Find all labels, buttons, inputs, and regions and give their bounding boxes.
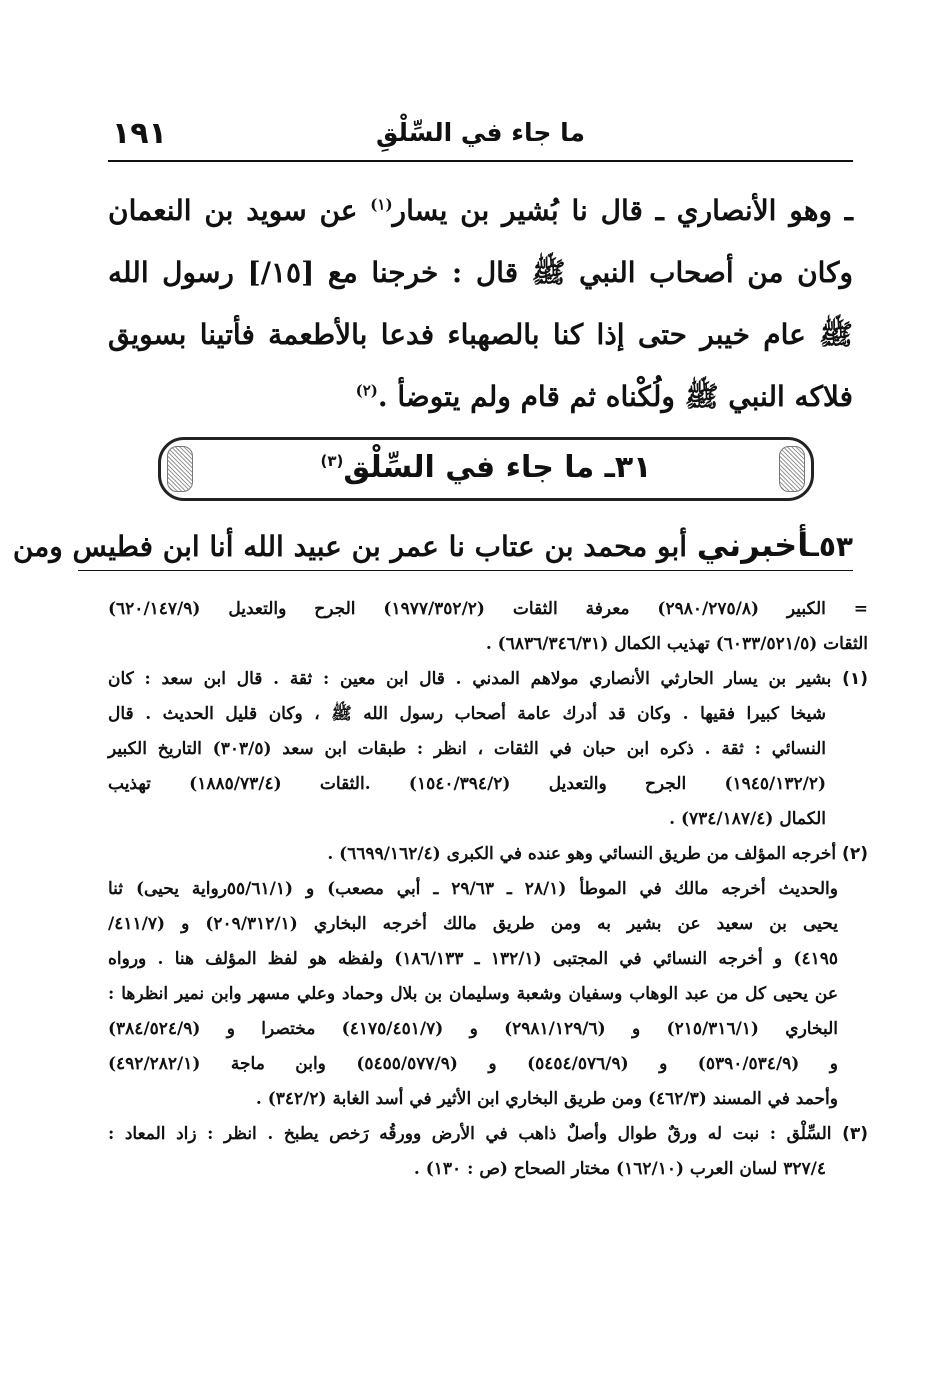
footnote-line: (٢) أخرجه المؤلف من طريق النسائي وهو عنده في الكبرى (٦٦٩٩/١٦٢/٤) . bbox=[327, 844, 868, 864]
text-line: وكان من أصحاب النبي ﷺ قال : خرجنا مع [١٥/] رسول الله bbox=[108, 256, 854, 289]
footnote-line: (٣) السِّلْق : نبت له ورقٌ طوال وأصلٌ ذاهب في الأرض وورقُه رَخص يطبخ . انظر : زاد المعاد : bbox=[108, 1124, 869, 1144]
text-line: ﷺ عام خيبر حتى إذا كنا بالصهباء فدعا بالأطعمة فأتينا بسويق bbox=[108, 318, 853, 351]
hadith-keyword: أخبرني bbox=[696, 526, 810, 564]
footnote-line: (١) بشير بن يسار الحارثي الأنصاري مولاهم المدني . قال ابن معين : ثقة . قال ابن سعد : كان bbox=[108, 669, 869, 689]
chapter-banner bbox=[158, 437, 814, 501]
footnote-line: النسائي : ثقة . ذكره ابن حبان في الثقات ، انظر : طبقات ابن سعد (٣٠٣/٥) التاريخ الكبير bbox=[108, 739, 826, 759]
footnote-line: الثقات (٦٠٣٣/٥٢١/٥) تهذيب الكمال (٦٨٣٦/٣٤٦/٣١) . bbox=[485, 634, 868, 654]
footnote-line: ٣٢٧/٤ لسان العرب (١٦٢/١٠) مختار الصحاح (ص : ١٣٠) . bbox=[413, 1159, 826, 1179]
footnote-ref: (٣) bbox=[320, 452, 344, 470]
footnote-line: و (٥٣٩٠/٥٣٤/٩) و (٥٤٥٤/٥٧٦/٩) و (٥٤٥٥/٥٧٧/٩) وابن ماجة (٤٩٢/٢٨٢/١) bbox=[108, 1054, 839, 1074]
banner-ornament bbox=[779, 446, 805, 492]
footnote-line: الكمال (٧٣٤/١٨٧/٤) . bbox=[669, 809, 826, 829]
running-title: ما جاء في السِّلْقِ bbox=[376, 118, 585, 147]
footnote-line: يحيى بن سعيد عن بشير به ومن طريق مالك أخرجه البخاري (٢٠٩/٣١٢/١) و (٤١١/٧/ bbox=[108, 914, 839, 934]
footnote-line: = الكبير (٢٩٨٠/٢٧٥/٨) معرفة الثقات (١٩٧٧/٣٥٢/٢) الجرح والتعديل (٦٢٠/١٤٧/٩) bbox=[108, 599, 869, 619]
hadith-text: أبو محمد بن عتاب نا عمر بن عبيد الله أنا ابن فطيس ومن bbox=[12, 530, 697, 563]
footnote-label: (١) bbox=[842, 669, 869, 689]
chapter-title: ٣١ـ ما جاء في السِّلْق$^{(٣)}$ bbox=[320, 450, 652, 485]
footnote-line: البخاري (٢١٥/٣١٦/١) و (٢٩٨١/١٢٩/٦) و (٤١٧٥/٤٥١/٧) مختصرا و (٣٨٤/٥٢٤/٩) bbox=[108, 1019, 838, 1039]
page-header bbox=[108, 112, 853, 158]
footnote-ref: (٢) bbox=[355, 381, 378, 400]
header-rule bbox=[108, 160, 853, 162]
footnote-line: شيخا كبيرا فقيها . وكان قد أدرك عامة أصحاب رسول الله ﷺ ، وكان قليل الحديث . قال bbox=[108, 704, 826, 724]
footnote-ref: (١) bbox=[370, 195, 393, 214]
main-text bbox=[108, 180, 853, 428]
footnote-label: (٣) bbox=[842, 1124, 869, 1144]
banner-ornament bbox=[167, 446, 193, 492]
hadith-line bbox=[12, 520, 853, 570]
footnote-line: عن يحيى كل من عبد الوهاب وسفيان وشعبة وسليمان بن بلال وحماد وعلي مسهر وابن نمير انظرها : bbox=[108, 984, 838, 1004]
footnote-line: وأحمد في المسند (٤٦٢/٣) ومن طريق البخاري ابن الأثير في أسد الغابة (٣٤٢/٢) . bbox=[255, 1089, 838, 1109]
footnote-line: (١٩٤٥/١٣٢/٢) الجرح والتعديل (١٥٤٠/٣٩٤/٢) .الثقات (١٨٨٥/٧٣/٤) تهذيب bbox=[108, 774, 826, 794]
page-number: ١٩١ bbox=[112, 116, 167, 151]
footnote-label: (٢) bbox=[842, 844, 868, 864]
footnotes bbox=[108, 592, 868, 1187]
hadith-number: ٥٣ـ bbox=[809, 530, 853, 563]
text-line: فلاكه النبي ﷺ ولُكْناه ثم قام ولم يتوضأ .$^{(٢)}$ bbox=[355, 380, 853, 413]
footnote-line: ٤١٩٥) و أخرجه النسائي في المجتبى (١٣٢/١ ـ ١٨٦/١٣٣) ولفظه هو لفظ المؤلف هنا . ورواه bbox=[108, 949, 838, 969]
text-line: ـ وهو الأنصاري ـ قال نا بُشير بن يسار$^{(١)}$ عن سويد بن النعمان bbox=[108, 194, 853, 227]
footnote-line: والحديث أخرجه مالك في الموطأ (٢٨/١ ـ ٢٩/٦٣ ـ أبي مصعب) و (٥٥/٦١/١رواية يحيى) ثنا bbox=[108, 879, 838, 899]
footnote-separator bbox=[78, 570, 853, 571]
